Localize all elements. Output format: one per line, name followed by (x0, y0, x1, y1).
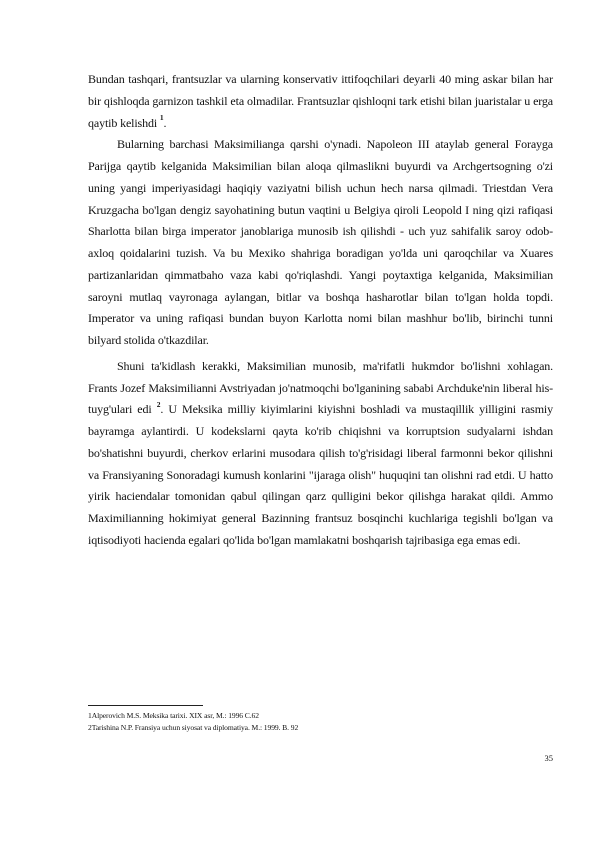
paragraph-text: Bularning barchasi Maksimilianga qarshi o'ynadi. Napoleon III ataylab general Forayga Parijga qaytib kelganida Maksimilian bilan aloqa qilmaslikni buyurdi va Archgertsogning o'zi uning yangi imperiyasidagi haqiqiy vaziyatni bilish uchun hech narsa qilmadi. Triestdan Vera Kruzgacha bo'lgan dengiz sayohatining butun vaqtini u Belgiya qiroli Leopold I ning qizi rafiqasi Sharlotta bilan birga imperator janoblariga munosib ish qilishdi - uch yuz sahifalik saroy odob-axloq qoidalarini tuzish. Va bu Mexiko shahriga boradigan yo'lda uni qaroqchilar va Xuares partizanlaridan qimmatbaho vaza kabi qo'riqlashdi. Yangi poytaxtiga kelganida, Maksimilian saroyni mutlaq vayronaga aylangan, bitlar va boshqa hasharotlar bilan to'lgan holda topdi. Imperator va uning rafiqasi bundan buyon Karlotta nomi bilan mashhur bo'lib, birinchi tunni bilyard stolida o'tkazdilar. (88, 137, 553, 347)
paragraph-text: Bundan tashqari, frantsuzlar va ularning konservativ ittifoqchilari deyarli 40 ming askar bilan har bir qishloqda garnizon tashkil eta olmadilar. Frantsuzlar qishloqni tark etishi bilan juaristalar u erga qaytib kelishdi (88, 72, 553, 130)
paragraph (88, 356, 553, 552)
paragraph-tail: . (163, 115, 167, 130)
footnote-reference: 1 (159, 113, 164, 123)
paragraph (88, 134, 553, 352)
paragraph (88, 69, 553, 134)
page-number: 35 (544, 753, 553, 763)
footnote: 2Tarishina N.P. Fransiya uchun siyosat va diplomatiya. M.: 1999. B. 92 (88, 723, 299, 732)
footnote-separator (88, 705, 203, 706)
footnotes (88, 710, 553, 734)
paragraph-text: Shuni ta'kidlash kerakki, Maksimilian munosib, ma'rifatli hukmdor bo'lishni xohlagan. Frants Jozef Maksimilianni Avstriyadan jo'natmoqchi bo'lganining sababi Archduke'nin liberal his-tuyg'ulari edi (88, 358, 553, 417)
footnote-reference: 2 (156, 400, 161, 410)
body-text (88, 69, 553, 552)
paragraph-text: . U Meksika milliy kiyimlarini kiyishni boshladi va mustaqillik yilligini rasmiy bayramga aylantirdi. U kodekslarni qayta ko'rib chiqishni va korruptsion sudyalarni ishdan bo'shatishni buyurdi, cherkov erlarini musodara qilish to'g'risidagi liberal farmonni bekor qilishni va Fransiyaning Sonoradagi kumush konlarini "ijaraga olish" huquqini tan olishni rad etdi. U hatto yirik haciendalar tomonidan qabul qilingan qarz qulligini bekor qilishga harakat qildi. Ammo Maximilianning hokimiyat general Bazinning frantsuz bosqinchi kuchlariga tegishli bo'lgan va iqtisodiyoti hacienda egalari qo'lida bo'lgan mamlakatni boshqarish tajribasiga ega emas edi. (88, 402, 553, 547)
footnote: 1Alperovich M.S. Meksika tarixi. XIX asr, M.: 1996 C.62 (88, 711, 259, 720)
